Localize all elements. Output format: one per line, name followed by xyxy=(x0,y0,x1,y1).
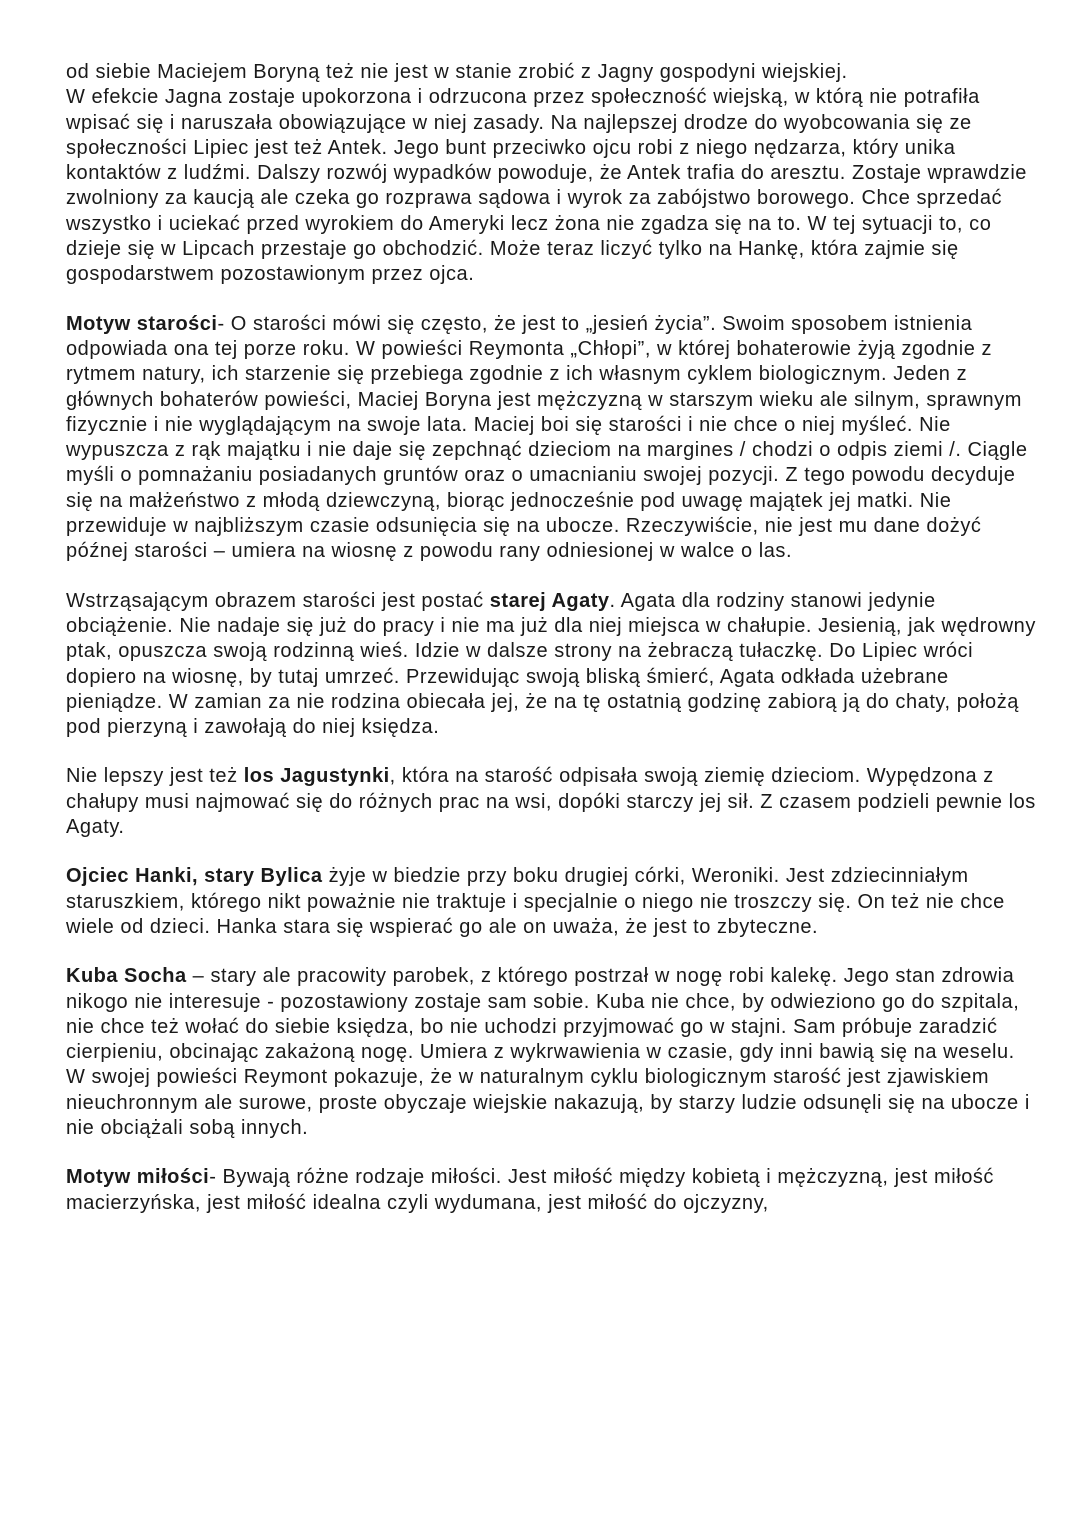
paragraph-text: żyje w biedzie przy boku drugiej córki, Weroniki. Jest zdziecinniałym staruszkiem, którego nikt poważnie nie traktuje i specjalnie o niego nie troszczy się. On też nie chce wiele od dzieci. Hanka stara się wspierać go ale on uważa, że jest to zbyteczne. xyxy=(66,865,1005,938)
paragraph-conclusion xyxy=(66,1065,1040,1141)
paragraph-text: . Agata dla rodziny stanowi jedynie obciążenie. Nie nadaje się już do pracy i nie ma już dla niej miejsca w chałupie. Jesienią, jak wędrowny ptak, opuszcza swoją rodzinną wieś. Idzie w dalsze strony na żebraczą tułaczkę. Do Lipiec wróci dopiero na wiosnę, by tutaj umrzeć. Przewidując swoją bliską śmierć, Agata odkłada użebrane pieniądze. W zamian za nie rodzina obiecała jej, że na tę ostatnią godzinę zabiorą ją do chaty, położą pod pierzyną i zawołają do niej księdza. xyxy=(66,589,1036,739)
paragraph-text: – stary ale pracowity parobek, z którego postrzał w nogę robi kalekę. Jego stan zdrowia nikogo nie interesuje - pozostawiony zostaje sam sobie. Kuba nie chce, by odwieziono go do szpitala, nie chce też wołać do siebie księdza, bo nie uchodzi przyjmować go w stajni. Sam próbuje zaradzić cierpieniu, obcinając zakażoną nogę. Umiera z wykrwawienia w czasie, gdy inni bawią się na weselu. xyxy=(66,965,1020,1064)
paragraph-motyw-starosci xyxy=(66,312,1040,565)
paragraph-text: Wstrząsającym obrazem starości jest postać xyxy=(66,589,490,612)
paragraph-agata xyxy=(66,589,1040,741)
emphasis-term: starej Agaty xyxy=(489,589,610,612)
emphasis-term: Kuba Socha xyxy=(66,965,187,988)
paragraph-jagustynka xyxy=(66,764,1040,840)
paragraph-text: - O starości mówi się często, że jest to „jesień życia”. Swoim sposobem istnienia odpowiada ona tej porze roku. W powieści Reymonta „Chłopi”, w której bohaterowie żyją zgodnie z rytmem natury, ich starzenie się przebiega zgodnie z ich własnym cyklem biologicznym. Jeden z głównych bohaterów powieści, Maciej Boryna jest mężczyzną w starszym wieku ale silnym, sprawnym fizycznie i nie wyglądającym na swoje lata. Maciej boi się starości i nie chce o niej myśleć. Nie wypuszcza z rąk majątku i nie daje się zepchnąć dzieciom na margines / chodzi o odpis ziemi /. Ciągle myśli o pomnażaniu posiadanych gruntów oraz o umacnianiu swojej pozycji. Z tego powodu decyduje się na małżeństwo z młodą dziewczyną, biorąc jednocześnie pod uwagę majątek jej matki. Nie przewiduje w najbliższym czasie odsunięcia się na ubocze. Rzeczywiście, nie jest mu dane dożyć późnej starości – umiera na wiosnę z powodu rany odniesionej w walce o las. xyxy=(66,312,1028,563)
paragraph-bylica xyxy=(66,864,1040,940)
section-heading: Motyw miłości xyxy=(66,1166,210,1189)
emphasis-term: Ojciec Hanki, stary Bylica xyxy=(66,865,323,888)
paragraph-text: , która na starość odpisała swoją ziemię dzieciom. Wypędzona z chałupy musi najmować się do różnych prac na wsi, dopóki starczy jej sił. Z czasem podzieli pewnie los Agaty. xyxy=(66,765,1036,839)
paragraph-jagna-intro xyxy=(66,60,1040,85)
paragraph-text: - Bywają różne rodzaje miłości. Jest miłość między kobietą i mężczyzną, jest miłość macierzyńska, jest miłość idealna czyli wydumana, jest miłość do ojczyzny, xyxy=(66,1166,994,1214)
paragraph-motyw-milosci xyxy=(66,1165,1040,1216)
paragraph-text: od siebie Maciejem Boryną też nie jest w stanie zrobić z Jagny gospodyni wiejskiej. xyxy=(66,61,848,83)
paragraph-kuba-socha xyxy=(66,964,1040,1065)
emphasis-term: los Jagustynki xyxy=(243,765,390,788)
paragraph-text: Nie lepszy jest też xyxy=(66,765,244,788)
paragraph-text: W efekcie Jagna zostaje upokorzona i odrzucona przez społeczność wiejską, w którą nie potrafiła wpisać się i naruszała obowiązujące w niej zasady. Na najlepszej drodze do wyobcowania się ze społeczności Lipiec jest też Antek. Jego bunt przeciwko ojcu robi z niego nędzarza, który unika kontaktów z ludźmi. Dalszy rozwój wypadków powoduje, że Antek trafia do aresztu. Zostaje wprawdzie zwolniony za kaucją ale czeka go rozprawa sądowa i wyrok za zabójstwo borowego. Chce sprzedać wszystko i uciekać przed wyrokiem do Ameryki lecz żona nie zgadza się na to. W tej sytuacji to, co dzieje się w Lipcach przestaje go obchodzić. Może teraz liczyć tylko na Hankę, która zajmie się gospodarstwem pozostawionym przez ojca. xyxy=(66,86,1027,286)
paragraph-text: W swojej powieści Reymont pokazuje, że w naturalnym cyklu biologicznym starość jest zjawiskiem nieuchronnym ale surowe, proste obyczaje wiejskie nakazują, by starzy ludzie odsunęli się na ubocze i nie obciążali sobą innych. xyxy=(66,1066,1030,1139)
section-heading: Motyw starości xyxy=(66,312,218,335)
paragraph-jagna-antek xyxy=(66,85,1040,287)
